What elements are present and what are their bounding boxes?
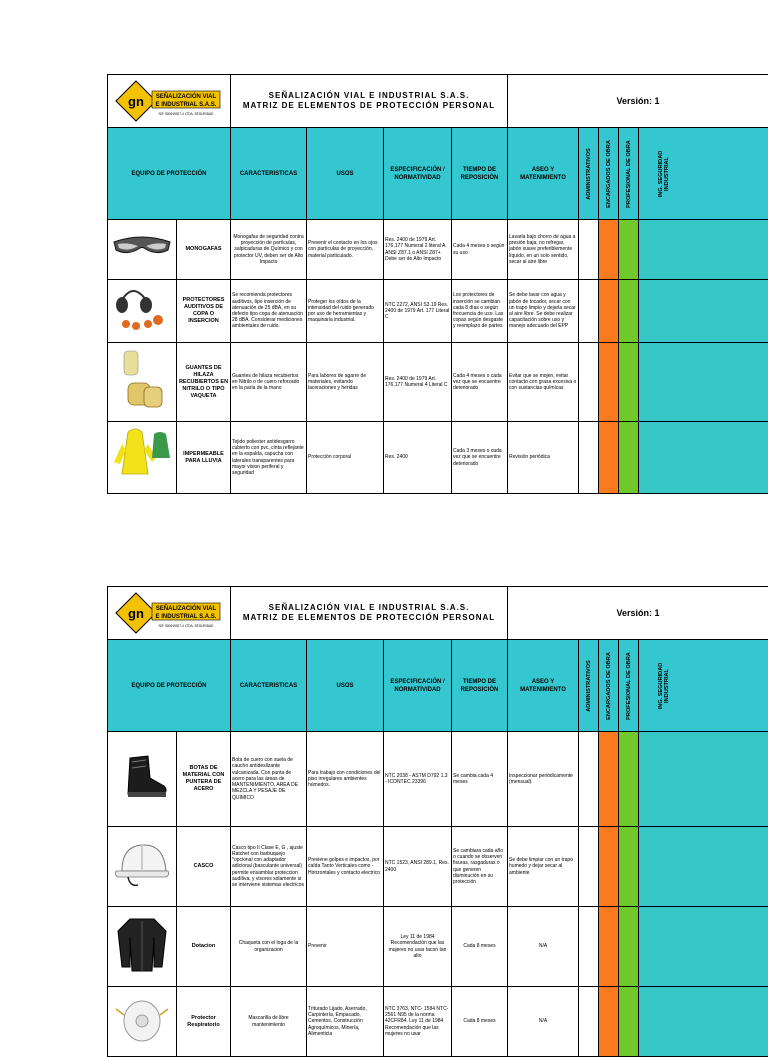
- usos-cell: Para trabajo con condiciones del piso irregulares ambientes húmedos.: [307, 732, 384, 827]
- encargados-cell: [599, 732, 619, 827]
- aseo-cell: N/A: [508, 907, 579, 987]
- ing-seguridad-cell: [639, 422, 768, 494]
- col-ing-seguridad: ING. SEGURIDAD INDUSTRIAL: [639, 640, 768, 732]
- aseo-cell: Inspeccionar periódicamente (mensual).: [508, 732, 579, 827]
- profesional-cell: [619, 343, 639, 422]
- encargados-cell: [599, 422, 619, 494]
- company-logo: [109, 79, 229, 123]
- caracteristicas-cell: Se recomienda protectores auditivos, tipo inserción de atenuación de 25 dBA, en su defecto tipo copa de atenuación 28 dBA. Considerar mediciones ambientales de ruido.: [231, 280, 307, 343]
- admin-cell: [579, 907, 599, 987]
- ing-seguridad-cell: [639, 220, 768, 280]
- especificacion-cell: Res. 2400 de 1979 Art. 176,177 Numeral 4 Literal C: [384, 343, 452, 422]
- hard-hat-icon: [108, 827, 177, 907]
- tiempo-cell: Se cambiara cada año o cuando se observen fisuras, rasgaduras o que generen disminución en su protección: [452, 827, 508, 907]
- caracteristicas-cell: Monogafas de seguridad contra proyección de partículas, salpicaduras de Químico y con protector UV, deben ser de Alto Impacto: [231, 220, 307, 280]
- profesional-cell: [619, 732, 639, 827]
- col-equipo: EQUIPO DE PROTECCIÓN: [108, 640, 231, 732]
- svg-text:SEÑALIZACIÓN VIAL: SEÑALIZACIÓN VIAL: [156, 604, 217, 612]
- svg-text:E INDUSTRIAL S.A.S.: E INDUSTRIAL S.A.S.: [156, 614, 217, 620]
- usos-cell: Prevenir: [307, 907, 384, 987]
- equipo-name: CASCO: [177, 827, 231, 907]
- especificacion-cell: Ley 11 de 1984 Recomendación que las mujeres no usar tacon tan alto: [384, 907, 452, 987]
- col-equipo: EQUIPO DE PROTECCIÓN: [108, 128, 231, 220]
- tiempo-cell: Cada 8 meses: [452, 987, 508, 1057]
- equipo-name: GUANTES DE HILAZA RECUBIERTOS EN NITRILO O TIPO VAQUETA: [177, 343, 231, 422]
- title-line-2: MATRIZ DE ELEMENTOS DE PROTECCIÓN PERSONAL: [232, 101, 506, 111]
- table-row: [108, 732, 768, 827]
- profesional-cell: [619, 280, 639, 343]
- matrix-sheet-2: [107, 586, 768, 1026]
- matrix-sheet-1: [107, 74, 768, 470]
- respirator-icon: [108, 987, 177, 1057]
- equipo-name: Dotacion: [177, 907, 231, 987]
- encargados-cell: [599, 280, 619, 343]
- col-administrativos: ADMINISTRATIVOS: [579, 128, 599, 220]
- company-logo-cell: [108, 587, 231, 640]
- admin-cell: [579, 422, 599, 494]
- equipo-name: BOTAS DE MATERIAL CON PUNTERA DE ACERO: [177, 732, 231, 827]
- col-aseo: ASEO Y MATENIMIENTO: [508, 640, 579, 732]
- encargados-cell: [599, 827, 619, 907]
- profesional-cell: [619, 987, 639, 1057]
- profesional-cell: [619, 220, 639, 280]
- col-especificacion: ESPECIFICACIÓN / NORMATIVIDAD: [384, 640, 452, 732]
- ing-seguridad-cell: [639, 280, 768, 343]
- aseo-cell: Se debe limpiar con un trapo humedo y dejar secar al ambiente: [508, 827, 579, 907]
- col-profesional: PROFESIONAL DE OBRA: [619, 128, 639, 220]
- caracteristicas-cell: Guantes de hilaza recubiertos en Nitrilo o de cuero reforzado en la parla de la mano: [231, 343, 307, 422]
- especificacion-cell: Res. 2400 de 1979 Art. 176,177 Numeral 2 literal A. ANSI Z87.1 o ANSI Z87+ Debe ser de Alto Impacto: [384, 220, 452, 280]
- aseo-cell: Lavarla bajo chorro de agua a presión baja, no refregar, jabón suave preferiblemente líquido, en un solo sentido, secar al aire libre: [508, 220, 579, 280]
- admin-cell: [579, 732, 599, 827]
- svg-text:E INDUSTRIAL S.A.S.: E INDUSTRIAL S.A.S.: [156, 102, 217, 108]
- col-especificacion: ESPECIFICACIÓN / NORMATIVIDAD: [384, 128, 452, 220]
- caracteristicas-cell: Bota de cuero con suela de caucho antideslizante vulcanizada. Con punta de acero para las áreas de MANTENIMIENTO, AREA DE MEZCLA Y PESAJE DE QUIMICO: [231, 732, 307, 827]
- svg-text:gn: gn: [128, 94, 144, 109]
- version-label: Versión: 1: [508, 587, 768, 640]
- aseo-cell: Revisión periódica: [508, 422, 579, 494]
- col-tiempo: TIEMPO DE REPOSICIÓN: [452, 640, 508, 732]
- usos-cell: Triturado Lijado, Aserrado, Carpintería, Empacado, Cementos, Construcción Agroquímicos, Minería, Alimenticia: [307, 987, 384, 1057]
- especificacion-cell: NTC 2038 - ASTM D792 1.3 - ICONTEC 23396: [384, 732, 452, 827]
- tiempo-cell: Cada 8 meses: [452, 907, 508, 987]
- company-logo: [109, 591, 229, 635]
- tiempo-cell: Cada 3 meses o cada vez que se encuentre deteriorado: [452, 422, 508, 494]
- profesional-cell: [619, 827, 639, 907]
- jacket-icon: [108, 907, 177, 987]
- ing-seguridad-cell: [639, 987, 768, 1057]
- col-caracteristicas: CARACTERISTICAS: [231, 128, 307, 220]
- svg-text:gn: gn: [128, 606, 144, 621]
- table-row: [108, 422, 768, 494]
- admin-cell: [579, 220, 599, 280]
- usos-cell: Protección corporal: [307, 422, 384, 494]
- col-tiempo: TIEMPO DE REPOSICIÓN: [452, 128, 508, 220]
- col-encargados: ENCARGADOS DE OBRA: [599, 640, 619, 732]
- table-row: [108, 987, 768, 1057]
- col-ing-seguridad: ING. SEGURIDAD INDUSTRIAL: [639, 128, 768, 220]
- tiempo-cell: Los protectores de inserción se cambian cada 8 días o según frecuencia de uso. Las copas según desgaste y reemplazo de partes: [452, 280, 508, 343]
- tiempo-cell: Cada 4 meses o cada vez que se encuentre deteriorado: [452, 343, 508, 422]
- caracteristicas-cell: Chaqueta con el loga de la organizacion: [231, 907, 307, 987]
- table-row: [108, 280, 768, 343]
- col-profesional: PROFESIONAL DE OBRA: [619, 640, 639, 732]
- encargados-cell: [599, 987, 619, 1057]
- aseo-cell: Evitar que se mojen, evitar contacto con grasa excesiva o con sustancias químicas: [508, 343, 579, 422]
- company-logo-cell: [108, 75, 231, 128]
- logo-graphic: [114, 79, 224, 123]
- admin-cell: [579, 343, 599, 422]
- admin-cell: [579, 827, 599, 907]
- usos-cell: Para labores de agarre de materiales, evitando laceraciones y heridas: [307, 343, 384, 422]
- tiempo-cell: Cada 4 meses o según su uso: [452, 220, 508, 280]
- encargados-cell: [599, 220, 619, 280]
- caracteristicas-cell: Mascarilla de libre mantenimiento: [231, 987, 307, 1057]
- col-caracteristicas: CARACTERISTICAS: [231, 640, 307, 732]
- col-encargados: ENCARGADOS DE OBRA: [599, 128, 619, 220]
- ing-seguridad-cell: [639, 343, 768, 422]
- table-row: [108, 220, 768, 280]
- title-line-1: SEÑALIZACIÓN VIAL E INDUSTRIAL S.A.S.: [232, 91, 506, 101]
- col-usos: USOS: [307, 640, 384, 732]
- caracteristicas-cell: Tejido poliester antidesgarro cubierto con pvc, cinta reflejante en la espalda, capucha con laterales transparentes para mayor vision periferal y seguridad: [231, 422, 307, 494]
- goggles-icon: [108, 220, 177, 280]
- encargados-cell: [599, 343, 619, 422]
- equipo-name: MONOGAFAS: [177, 220, 231, 280]
- svg-text:NIT: 900449927-4 LTDA. SEGURID: NIT: 900449927-4 LTDA. SEGURIDAD: [159, 624, 215, 628]
- ear-protector-icon: [108, 280, 177, 343]
- encargados-cell: [599, 907, 619, 987]
- logo-graphic: [114, 591, 224, 635]
- admin-cell: [579, 280, 599, 343]
- ing-seguridad-cell: [639, 732, 768, 827]
- especificacion-cell: NTC 2272, ANSI S3.19 Res. 2400 de 1979 Art. 177 Literal C: [384, 280, 452, 343]
- raincoat-icon: [108, 422, 177, 494]
- col-administrativos: ADMINISTRATIVOS: [579, 640, 599, 732]
- safety-boot-icon: [108, 732, 177, 827]
- table-row: [108, 343, 768, 422]
- caracteristicas-cell: Casco tipo II Clase E, G , ajuste Ratchet con barbuquejo *opcional con adaptador adicional (basculante universal) permite ensamblar proteccion auditiva, y visores solamente si se interviene sistemas electricos: [231, 827, 307, 907]
- especificacion-cell: NTC 3763, NTC- 1584 NTC-2561 N95 de la norma 42CFR84. Ley 11 de 1984 Recomendación que las mujeres no usar: [384, 987, 452, 1057]
- table-row: [108, 827, 768, 907]
- ing-seguridad-cell: [639, 907, 768, 987]
- usos-cell: Proteger los oídos de la intensidad del ruido generado por uso de herramientas y maquinaria industrial.: [307, 280, 384, 343]
- profesional-cell: [619, 907, 639, 987]
- equipo-name: IMPERMEABLE PARA LLUVIA: [177, 422, 231, 494]
- document-title: [231, 75, 508, 128]
- equipo-name: PROTECTORES AUDITIVOS DE COPA O INSERCION: [177, 280, 231, 343]
- especificacion-cell: Res. 2400: [384, 422, 452, 494]
- usos-cell: Previene golpes e impactos, por caída Tanto Verticales como -Horizontales y contacto electrico: [307, 827, 384, 907]
- col-aseo: ASEO Y MATENIMIENTO: [508, 128, 579, 220]
- aseo-cell: N/A: [508, 987, 579, 1057]
- equipo-name: Protector Respiratorio: [177, 987, 231, 1057]
- usos-cell: Prevenir el contacto en los ojos con partículas de proyección, material particulado.: [307, 220, 384, 280]
- col-usos: USOS: [307, 128, 384, 220]
- title-line-2: MATRIZ DE ELEMENTOS DE PROTECCIÓN PERSONAL: [232, 613, 506, 623]
- profesional-cell: [619, 422, 639, 494]
- epp-matrix-table-2: [107, 586, 768, 1057]
- epp-matrix-table-1: [107, 74, 768, 494]
- admin-cell: [579, 987, 599, 1057]
- title-line-1: SEÑALIZACIÓN VIAL E INDUSTRIAL S.A.S.: [232, 603, 506, 613]
- aseo-cell: Se debe lavar con agua y jabón de tocador, secar con un trapo limpio y dejarla secar al aire libre. Se debe realizar capacitación sobre uso y manejo adecuado del EPP: [508, 280, 579, 343]
- version-label: Versión: 1: [508, 75, 768, 128]
- tiempo-cell: Se cambia cada 4 meses: [452, 732, 508, 827]
- document-title: [231, 587, 508, 640]
- svg-text:NIT: 900449927-4 LTDA. SEGURID: NIT: 900449927-4 LTDA. SEGURIDAD: [159, 112, 215, 116]
- especificacion-cell: NTC 1523, ANSI 289.1, Res. 2400: [384, 827, 452, 907]
- svg-text:SEÑALIZACIÓN VIAL: SEÑALIZACIÓN VIAL: [156, 92, 217, 100]
- table-row: [108, 907, 768, 987]
- ing-seguridad-cell: [639, 827, 768, 907]
- gloves-icon: [108, 343, 177, 422]
